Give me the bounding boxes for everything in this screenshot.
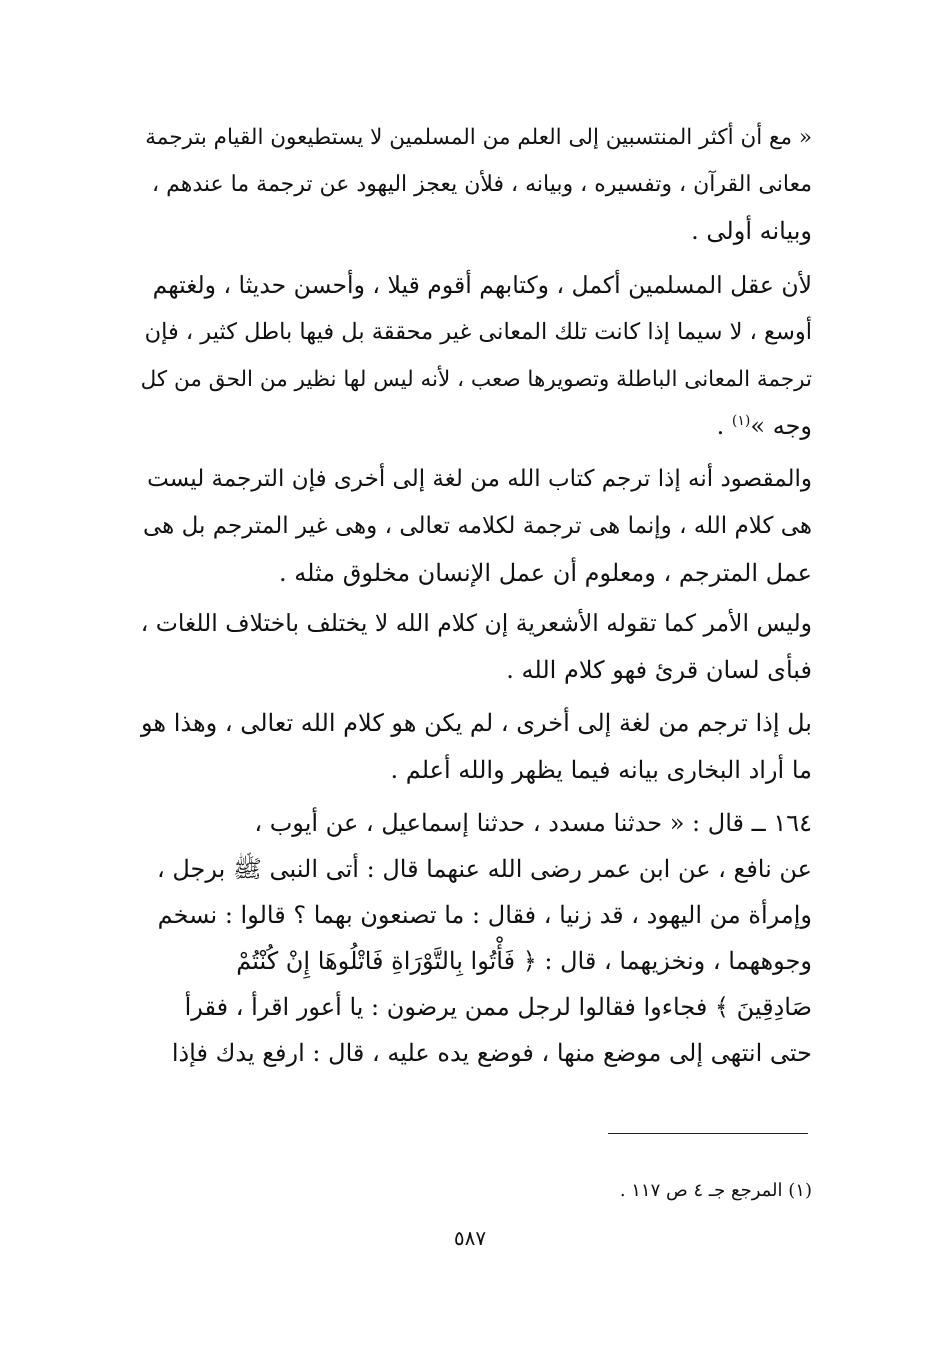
text-line: عمل المترجم ، ومعلوم أن عمل الإنسان مخلوق مثله . (278, 559, 812, 587)
footnote-divider (608, 1133, 808, 1134)
page-number: ٥٨٧ (453, 1226, 487, 1250)
text-line: وليس الأمر كما تقوله الأشعرية إن كلام الله لا يختلف باختلاف اللغات ، (140, 609, 812, 637)
quote-paragraph-2 (140, 262, 812, 450)
footnote-reference: (١) (731, 413, 751, 429)
text-line: ترجمة المعانى الباطلة وتصويرها صعب ، لأنه ليس لها نظير من الحق من كل (140, 367, 812, 392)
text-line: هى كلام الله ، وإنما هى ترجمة لكلامه تعالى ، وهى غير المترجم بل هى (143, 513, 812, 539)
text-line: عن نافع ، عن ابن عمر رضى الله عنهما قال : أتى النبى ﷺ برجل ، (156, 855, 812, 883)
hadith-paragraph (140, 800, 812, 1076)
text-line: فبأى لسان قرئ فهو كلام الله . (506, 656, 812, 684)
text-line: وإمرأة من اليهود ، قد زنيا ، فقال : ما تصنعون بهما ؟ قالوا : نسخم (157, 901, 812, 929)
paragraph-3 (140, 456, 812, 597)
text-line: صَادِقِينَ ﴾ فجاءوا فقالوا لرجل ممن يرضون : يا أعور اقرأ ، فقرأ (184, 993, 812, 1021)
text-line: « مع أن أكثر المنتسبين إلى العلم من المسلمين لا يستطيعون القيام بترجمة (145, 125, 812, 150)
text-line: وجوههما ، ونخزيهما ، قال : ﴿ فَأْتُوا بِالتَّوْرَاةِ فَاتْلُوهَا إِنْ كُنْتُمْ (236, 947, 812, 975)
text-line: أوسع ، لا سيما إذا كانت تلك المعانى غير محققة بل فيها باطل كثير ، فإن (144, 319, 812, 345)
footnote: (١) المرجع جـ ٤ ص ١١٧ . (619, 1180, 812, 1201)
text-fragment: . (716, 412, 732, 440)
text-line: ١٦٤ ــ قال : « حدثنا مسدد ، حدثنا إسماعيل ، عن أيوب ، (254, 809, 812, 837)
text-line: لأن عقل المسلمين أكمل ، وكتابهم أقوم قيلا ، وأحسن حديثا ، ولغتهم (152, 271, 812, 299)
quote-paragraph-1 (140, 114, 812, 255)
text-fragment: وجه » (750, 412, 812, 440)
text-line: حتى انتهى إلى موضع منها ، فوضع يده عليه ، قال : ارفع يدك فإذا (171, 1039, 812, 1067)
paragraph-5 (140, 700, 812, 794)
text-line: ما أراد البخارى بيانه فيما يظهر والله أعلم . (390, 756, 812, 784)
text-line: وبيانه أولى . (691, 217, 812, 245)
paragraph-4 (140, 600, 812, 694)
text-line: بل إذا ترجم من لغة إلى أخرى ، لم يكن هو كلام الله تعالى ، وهذا هو (141, 709, 812, 737)
text-line: والمقصود أنه إذا ترجم كتاب الله من لغة إلى أخرى فإن الترجمة ليست (147, 466, 812, 492)
text-line: معانى القرآن ، وتفسيره ، وبيانه ، فلأن يعجز اليهود عن ترجمة ما عندهم ، (152, 172, 812, 197)
text-line-with-footnote (140, 403, 812, 450)
